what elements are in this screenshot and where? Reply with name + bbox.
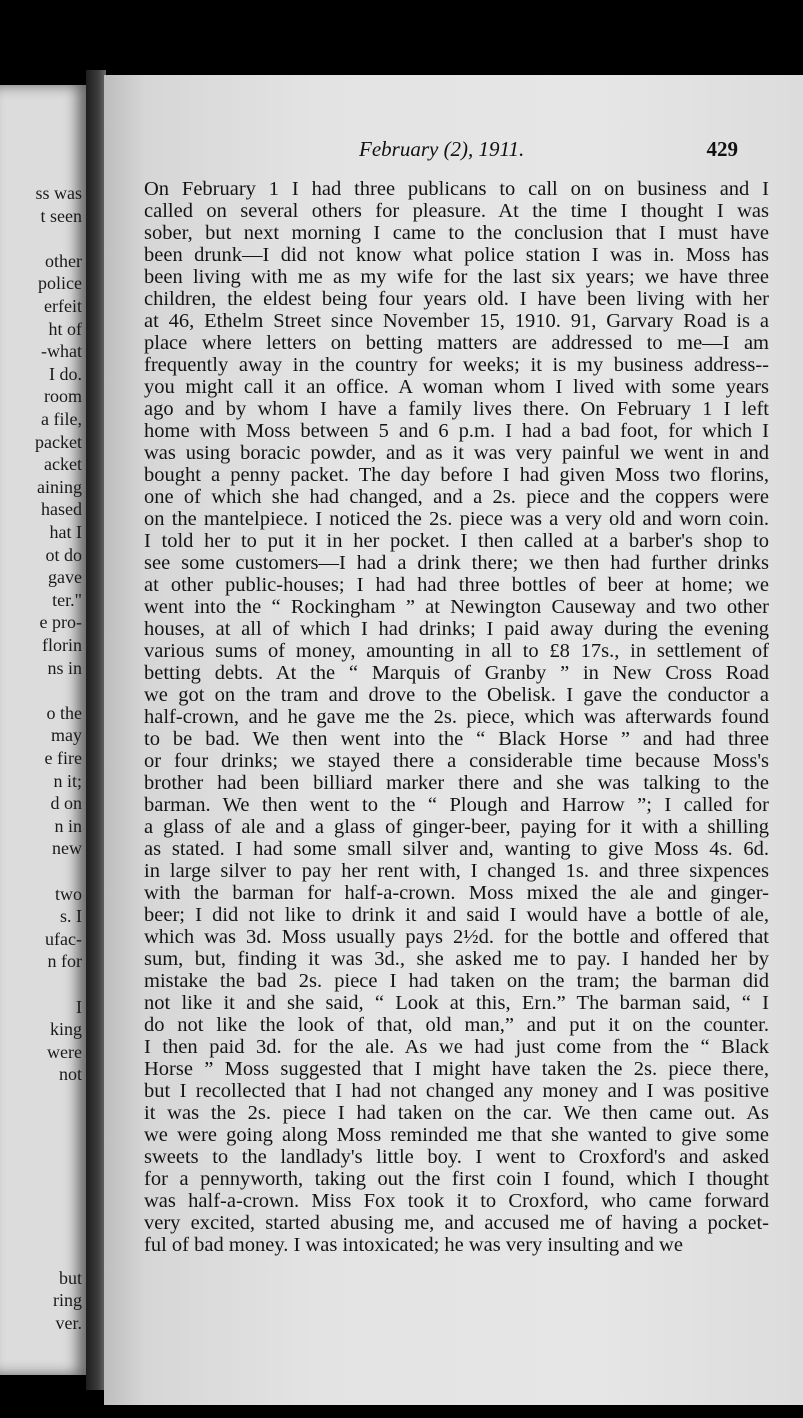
facing-page-line: police (38, 273, 82, 294)
text-line: it was the 2s. piece I had taken on the car. We then came out. As (144, 1102, 769, 1124)
facing-page-line: not (58, 1064, 82, 1085)
text-line: at 46, Ethelm Street since November 15, 1910. 91, Garvary Road is a (144, 310, 769, 332)
running-head: February (2), 1911. (359, 137, 525, 161)
facing-page-line: ring (53, 1290, 82, 1311)
text-line: for a pennyworth, taking out the first coin I found, which I thought (144, 1168, 769, 1190)
facing-page-line: ufac- (45, 928, 82, 949)
text-line: home with Moss between 5 and 6 p.m. I had a bad foot, for which I (144, 420, 769, 442)
text-line: on the mantelpiece. I noticed the 2s. piece was a very old and worn coin. (144, 508, 769, 530)
text-line: beer; I did not like to drink it and said I would have a bottle of ale, (144, 904, 769, 926)
text-line: children, the eldest being four years old. I have been living with her (144, 288, 769, 310)
text-line: place where letters on betting matters are addressed to me—I am (144, 332, 769, 354)
text-line: which was 3d. Moss usually pays 2½d. for the bottle and offered that (144, 926, 769, 948)
facing-page-line: hased (41, 499, 82, 520)
facing-page-line: t seen (40, 205, 82, 226)
facing-page-line: d on (50, 793, 82, 814)
text-line: ful of bad money. I was intoxicated; he was very insulting and we (144, 1234, 683, 1256)
text-line: was half-a-crown. Miss Fox took it to Croxford, who came forward (144, 1190, 769, 1212)
facing-page-line: new (52, 838, 82, 859)
facing-page-line: o the (46, 702, 82, 723)
facing-page-line: were (47, 1041, 82, 1062)
facing-page-line: king (49, 1019, 82, 1040)
page-header (104, 137, 803, 167)
text-line: betting debts. At the “ Marquis of Granby ” in New Cross Road (144, 662, 769, 684)
text-line: you might call it an office. A woman whom I lived with some years (144, 376, 769, 398)
facing-page-line: ht of (48, 318, 82, 339)
text-line: been living with me as my wife for the last six years; we have three (144, 266, 769, 288)
facing-page-line: s. I (60, 906, 82, 927)
text-line: barman. We then went to the “ Plough and Harrow ”; I called for (144, 794, 769, 816)
text-line: frequently away in the country for weeks; it is my business address-- (144, 354, 769, 376)
facing-page-line: n in (54, 815, 82, 836)
facing-page-line: acket (44, 454, 82, 475)
facing-page-line: room (44, 386, 82, 407)
text-line: very excited, started abusing me, and accused me of having a pocket- (144, 1212, 769, 1234)
facing-page-line: two (55, 883, 82, 904)
text-line: see some customers—I had a drink there; we then had further drinks (144, 552, 769, 574)
text-line: went into the “ Rockingham ” at Newington Causeway and two other (144, 596, 769, 618)
text-line: or four drinks; we stayed there a considerable time because Moss's (144, 750, 769, 772)
book-page (104, 75, 803, 1405)
text-line: half-crown, and he gave me the 2s. piece, which was afterwards found (144, 706, 769, 728)
facing-page-line: but (58, 1267, 82, 1288)
facing-page-line: I (76, 996, 82, 1017)
facing-page-line: aining (37, 476, 82, 497)
facing-page-line: n it; (53, 770, 82, 791)
text-line: do not like the look of that, old man,” and put it on the counter. (144, 1014, 769, 1036)
facing-page-line: erfeit (44, 296, 82, 316)
facing-page-line: ot do (45, 544, 82, 565)
text-line: I then paid 3d. for the ale. As we had just come from the “ Black (144, 1036, 769, 1058)
facing-page-line: may (51, 725, 82, 746)
text-line: was using boracic powder, and as it was very painful we went in and (144, 442, 769, 464)
text-line: sweets to the landlady's little boy. I went to Croxford's and asked (144, 1146, 769, 1168)
facing-page-line: e fire (44, 748, 82, 768)
facing-page-line: other (45, 250, 82, 271)
text-line: brother had been billiard marker there and she was talking to the (144, 772, 769, 794)
text-line: Horse ” Moss suggested that I might have taken the 2s. piece there, (144, 1058, 769, 1080)
body-text (144, 178, 769, 1256)
text-line: ago and by whom I have a family lives there. On February 1 I left (144, 398, 769, 420)
text-line: to be bad. We then went into the “ Black Horse ” and had three (144, 728, 769, 750)
page-number: 429 (706, 137, 738, 161)
text-line: one of which she had changed, and a 2s. piece and the coppers were (144, 486, 769, 508)
facing-page-line: ns in (47, 657, 82, 678)
text-line: at other public-houses; I had had three bottles of beer at home; we (144, 574, 769, 596)
text-line: a glass of ale and a glass of ginger-beer, paying for it with a shilling (144, 816, 769, 838)
facing-page-line: gave (48, 567, 82, 588)
facing-page-fragment (0, 85, 88, 1375)
text-line: with the barman for half-a-crown. Moss mixed the ale and ginger- (144, 882, 769, 904)
text-line: as stated. I had some small silver and, wanting to give Moss 4s. 6d. (144, 838, 769, 860)
text-line: mistake the bad 2s. piece I had taken on the tram; the barman did (144, 970, 769, 992)
text-line: bought a penny packet. The day before I had given Moss two florins, (144, 464, 769, 486)
book-gutter (86, 70, 106, 1390)
text-line: but I recollected that I had not changed any money and I was positive (144, 1080, 769, 1102)
text-line: we were going along Moss reminded me that she wanted to give some (144, 1124, 769, 1146)
facing-page-line: ss was (35, 183, 82, 203)
facing-page-line: n for (47, 951, 82, 972)
facing-page-line: ter." (52, 589, 82, 610)
facing-page-line: a file, (41, 409, 82, 429)
facing-page-line: packet (35, 431, 82, 452)
facing-page-line: florin (42, 635, 82, 655)
text-line: houses, at all of which I had drinks; I paid away during the evening (144, 618, 769, 640)
facing-page-line: hat I (49, 522, 82, 542)
facing-page-line: e pro- (39, 612, 82, 633)
text-line: On February 1 I had three publicans to call on on business and I (144, 178, 769, 200)
text-line: called on several others for pleasure. At the time I thought I was (144, 200, 769, 222)
text-line: sober, but next morning I came to the conclusion that I must have (144, 222, 769, 244)
text-line: I told her to put it in her pocket. I then called at a barber's shop to (144, 530, 769, 552)
text-line: in large silver to pay her rent with, I changed 1s. and three sixpences (144, 860, 769, 882)
text-line: been drunk—I did not know what police station I was in. Moss has (144, 244, 769, 266)
text-line: sum, but, finding it was 3d., she asked me to pay. I handed her by (144, 948, 769, 970)
text-line: various sums of money, amounting in all to £8 17s., in settlement of (144, 640, 769, 662)
text-line: we got on the tram and drove to the Obelisk. I gave the conductor a (144, 684, 769, 706)
facing-page-line: -what (41, 341, 82, 362)
text-line: not like it and she said, “ Look at this, Ern.” The barman said, “ I (144, 992, 769, 1014)
facing-page-line: ver. (55, 1313, 82, 1333)
facing-page-line: I do. (49, 363, 82, 384)
